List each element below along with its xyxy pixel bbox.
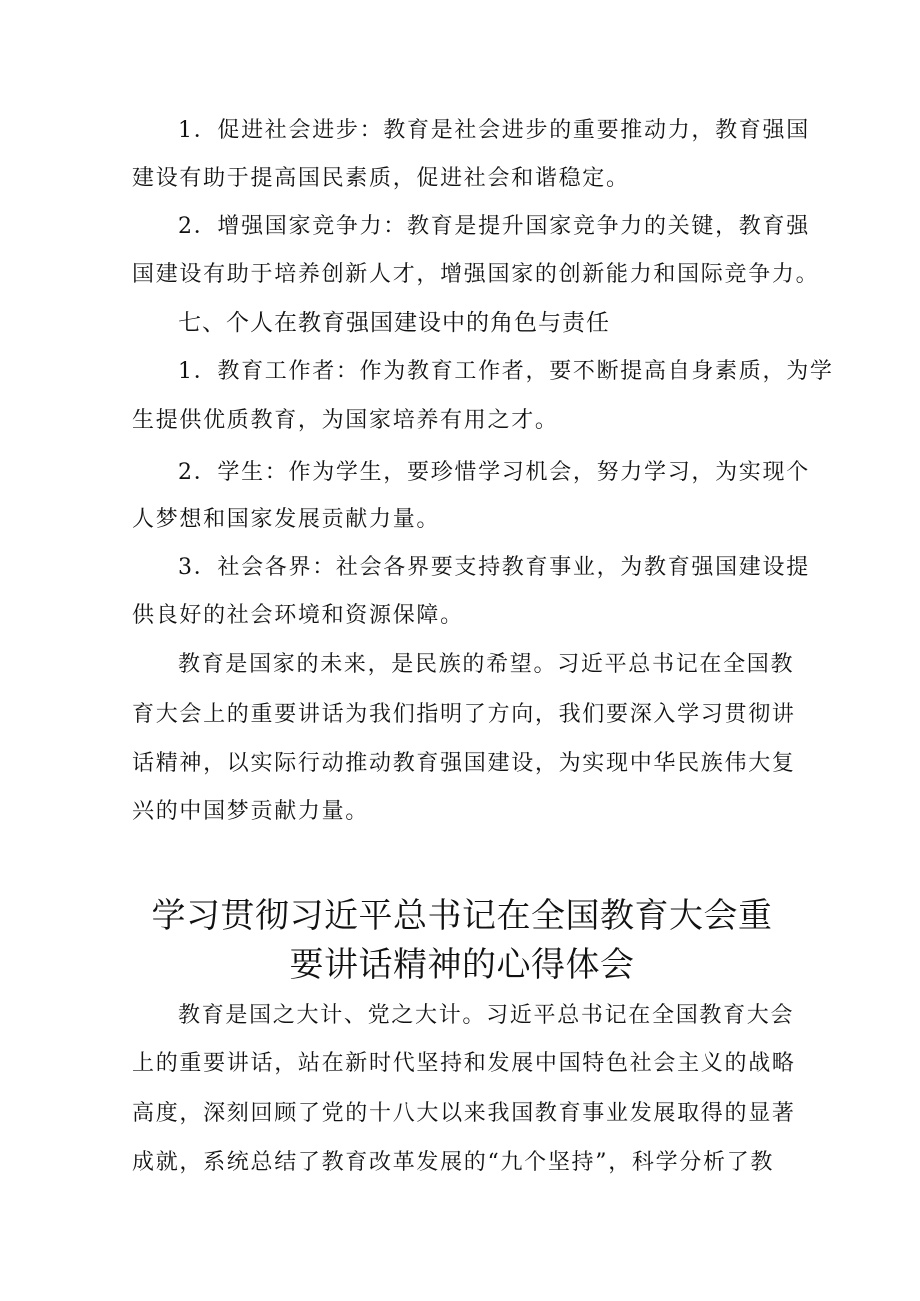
paragraph-2-line-2: 国建设有助于培养创新人才，增强国家的创新能力和国际竞争力。 [132,262,820,287]
article-title-line-2: 要讲话精神的心得体会 [289,945,635,985]
paragraph-2-line-1: 2．增强国家竞争力：教育是提升国家竞争力的关键，教育强 [178,214,810,239]
paragraph-4-line-2: 人梦想和国家发展贡献力量。 [132,507,441,532]
paragraph-4-line-1: 2．学生：作为学生，要珍惜学习机会，努力学习，为实现个 [178,460,810,485]
section-heading-7: 七、个人在教育强国建设中的角色与责任 [178,310,610,336]
paragraph-6-line-4: 兴的中国梦贡献力量。 [132,799,370,824]
paragraph-7-line-3: 高度，深刻回顾了党的十八大以来我国教育事业发展取得的显著 [132,1101,796,1126]
paragraph-3-line-2: 生提供优质教育，为国家培养有用之才。 [132,408,559,433]
paragraph-5-line-1: 3．社会各界：社会各界要支持教育事业，为教育强国建设提 [178,555,810,580]
paragraph-7-line-2: 上的重要讲话，站在新时代坚持和发展中国特色社会主义的战略 [132,1051,796,1076]
paragraph-6-line-2: 育大会上的重要讲话为我们指明了方向，我们要深入学习贯彻讲 [132,702,796,727]
paragraph-7-line-1: 教育是国之大计、党之大计。习近平总书记在全国教育大会 [178,1003,795,1028]
paragraph-6-line-3: 话精神，以实际行动推动教育强国建设，为实现中华民族伟大复 [132,751,796,776]
paragraph-1-line-2: 建设有助于提高国民素质，促进社会和谐稳定。 [132,166,630,191]
paragraph-3-line-1: 1．教育工作者：作为教育工作者，要不断提高自身素质，为学 [178,359,834,384]
article-title-line-1: 学习贯彻习近平总书记在全国教育大会重 [151,896,773,936]
paragraph-1-line-1: 1．促进社会进步：教育是社会进步的重要推动力，教育强国 [178,118,810,143]
paragraph-6-line-1: 教育是国家的未来，是民族的希望。习近平总书记在全国教 [178,652,795,677]
paragraph-5-line-2: 供良好的社会环境和资源保障。 [132,603,464,628]
paragraph-7-line-4: 成就，系统总结了教育改革发展的“九个坚持”，科学分析了教 [132,1150,775,1175]
